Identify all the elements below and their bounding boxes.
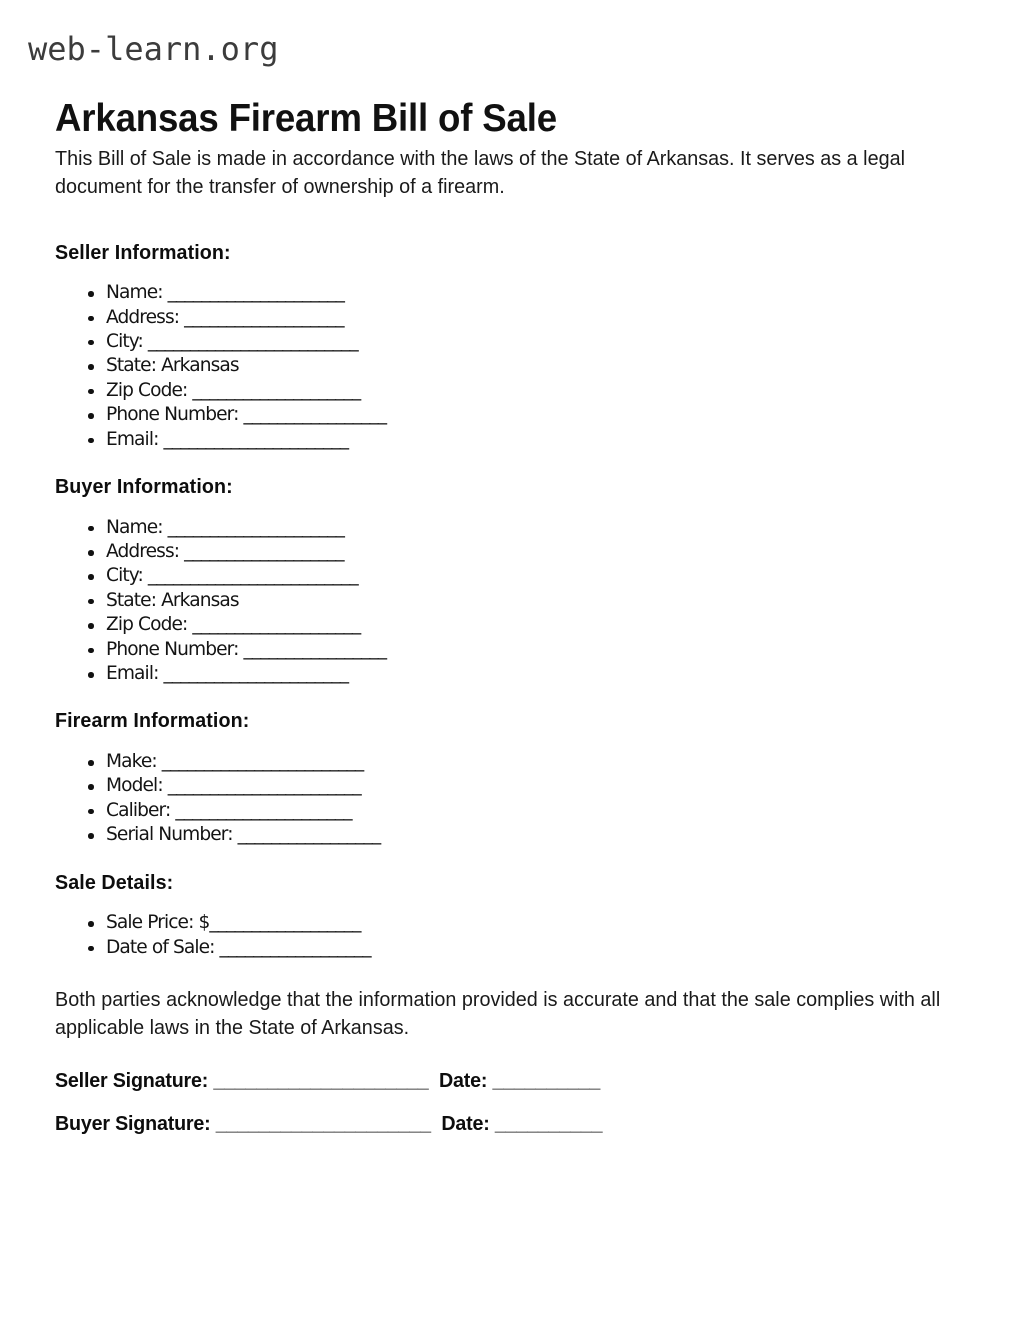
seller-field-zip: Zip Code: ____________________ — [106, 379, 361, 401]
page-title: Arkansas Firearm Bill of Sale — [55, 97, 557, 141]
seller-signature-line: Seller Signature: ____________________ Date: __________ — [55, 1068, 601, 1092]
list-item — [55, 774, 965, 798]
seller-information-heading: Seller Information: — [55, 240, 231, 264]
document-body — [55, 145, 965, 1137]
list-item — [55, 540, 965, 564]
buyer-signature-row — [55, 1111, 929, 1137]
list-item — [55, 354, 965, 378]
firearm-field-model: Model: _______________________ — [106, 775, 361, 797]
list-item — [55, 662, 965, 686]
list-item — [55, 306, 965, 330]
seller-field-city: City: _________________________ — [106, 330, 358, 352]
buyer-fields-list — [55, 516, 965, 687]
seller-fields-list — [55, 281, 965, 452]
buyer-field-state: State: Arkansas — [106, 589, 239, 611]
buyer-signature-line: Buyer Signature: ____________________ Date: __________ — [55, 1112, 603, 1136]
closing-paragraph: Both parties acknowledge that the information provided is accurate and that the sale complies with all applicable laws in the State of Arkansas. — [55, 988, 941, 1040]
list-item — [55, 911, 965, 935]
buyer-field-zip: Zip Code: ____________________ — [106, 614, 361, 636]
list-item — [55, 936, 965, 960]
list-item — [55, 516, 965, 540]
seller-field-address: Address: ___________________ — [106, 306, 344, 328]
site-logo: web-learn.org — [28, 30, 279, 68]
list-item — [55, 823, 965, 847]
list-item — [55, 330, 965, 354]
buyer-field-name: Name: _____________________ — [106, 516, 344, 538]
intro-paragraph: This Bill of Sale is made in accordance with the laws of the State of Arkansas. It serves as a legal document for the transfer of ownership of a firearm. — [55, 147, 905, 199]
list-item — [55, 613, 965, 637]
buyer-field-city: City: _________________________ — [106, 565, 358, 587]
list-item — [55, 428, 965, 452]
buyer-field-phone: Phone Number: _________________ — [106, 638, 387, 660]
list-item — [55, 638, 965, 662]
buyer-field-address: Address: ___________________ — [106, 541, 344, 562]
sale-details-heading: Sale Details: — [55, 870, 174, 894]
seller-field-name: Name: _____________________ — [106, 282, 344, 304]
list-item — [55, 750, 965, 774]
buyer-field-email: Email: ______________________ — [106, 663, 349, 685]
list-item — [55, 281, 965, 305]
firearm-fields-list — [55, 750, 965, 848]
buyer-information-heading: Buyer Information: — [55, 475, 233, 498]
sale-field-price: Sale Price: $__________________ — [106, 912, 361, 934]
list-item — [55, 379, 965, 403]
firearm-field-caliber: Caliber: _____________________ — [106, 799, 352, 821]
list-item — [55, 403, 965, 427]
seller-field-phone: Phone Number: _________________ — [106, 404, 387, 426]
seller-field-email: Email: ______________________ — [106, 428, 349, 450]
seller-field-state: State: Arkansas — [106, 355, 239, 377]
sale-details-fields-list — [55, 911, 965, 960]
list-item — [55, 799, 965, 823]
firearm-field-make: Make: ________________________ — [106, 751, 364, 773]
list-item — [55, 589, 965, 613]
list-item — [55, 564, 965, 588]
sale-field-date: Date of Sale: __________________ — [106, 936, 371, 958]
seller-signature-row — [55, 1068, 929, 1094]
firearm-field-serial-number: Serial Number: _________________ — [106, 824, 381, 846]
firearm-information-heading: Firearm Information: — [55, 709, 250, 733]
